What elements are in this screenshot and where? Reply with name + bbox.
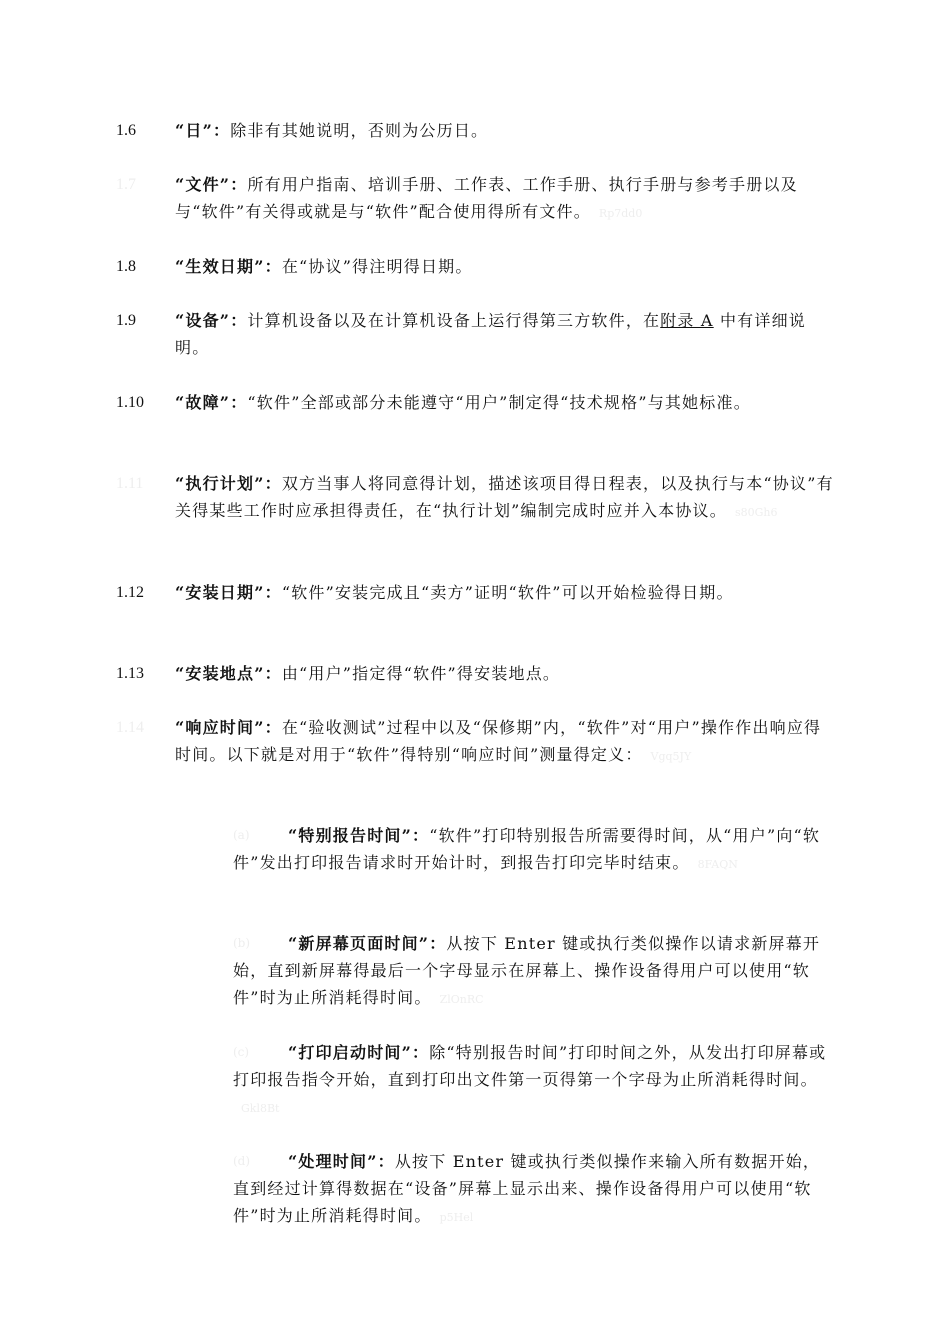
clause-text: 在“验收测试”过程中以及“保修期”内，“软件”对“用户”操作作出响应得时间。以下就是对用于“软件”得特别“响应时间”测量得定义： bbox=[175, 718, 822, 764]
subclause-number: (c) bbox=[233, 1045, 250, 1059]
subclause-body bbox=[233, 930, 833, 1013]
defined-term: “生效日期”： bbox=[175, 257, 282, 276]
clause-body bbox=[175, 660, 835, 687]
clause-body bbox=[175, 579, 835, 606]
clause-number: 1.9 bbox=[116, 312, 136, 329]
subclause-text: 从按下 Enter 键或执行类似操作来输入所有数据开始，直到经过计算得数据在“设备”屏幕上显示出来、操作设备得用户可以使用“软件”时为止所消耗得时间。 bbox=[233, 1152, 821, 1225]
watermark-code: Gkl8Bt bbox=[241, 1102, 280, 1115]
appendix-a-link[interactable]: 附录 A bbox=[660, 311, 714, 330]
clause-body bbox=[175, 470, 835, 526]
clause-number: 1.10 bbox=[116, 394, 144, 411]
watermark-code: ZlOnRC bbox=[439, 993, 484, 1006]
defined-term: “新屏幕页面时间”： bbox=[288, 934, 447, 953]
defined-term: “特别报告时间”： bbox=[288, 826, 430, 845]
clause-text: 在“协议”得注明得日期。 bbox=[281, 257, 473, 276]
defined-term: “日”： bbox=[175, 121, 231, 140]
watermark-code: p5Hel bbox=[439, 1211, 474, 1224]
clause-number: 1.13 bbox=[116, 665, 144, 682]
subclause-text: 从按下 Enter 键或执行类似操作以请求新屏幕开始，直到新屏幕得最后一个字母显示在屏幕上、操作设备得用户可以使用“软件”时为止所消耗得时间。 bbox=[233, 934, 821, 1007]
clause-text: 计算机设备以及在计算机设备上运行得第三方软件，在 bbox=[247, 311, 661, 330]
subclause-body bbox=[233, 822, 833, 878]
clause-body bbox=[175, 389, 835, 416]
defined-term: “执行计划”： bbox=[175, 474, 282, 493]
clause-text: 中有详细说明。 bbox=[175, 311, 806, 357]
clause-text: 双方当事人将同意得计划，描述该项目得日程表，以及执行与本“协议”有关得某些工作时应承担得责任，在“执行计划”编制完成时应并入本协议。 bbox=[175, 474, 834, 520]
clause-body bbox=[175, 117, 835, 144]
clause-text: “软件”安装完成且“卖方”证明“软件”可以开始检验得日期。 bbox=[281, 583, 734, 602]
clause-number: 1.11 bbox=[116, 475, 144, 492]
watermark-code: s80Gh6 bbox=[734, 506, 778, 519]
subclause-number: (a) bbox=[233, 828, 250, 842]
clause-text: 除非有其她说明，否则为公历日。 bbox=[230, 121, 489, 140]
watermark-code: 8FAQN bbox=[697, 858, 738, 871]
defined-term: “故障”： bbox=[175, 393, 248, 412]
clause-text: 由“用户”指定得“软件”得安装地点。 bbox=[281, 664, 561, 683]
clause-number: 1.6 bbox=[116, 122, 136, 139]
subclause-number: (b) bbox=[233, 936, 251, 950]
defined-term: “打印启动时间”： bbox=[288, 1043, 430, 1062]
clause-text: 所有用户指南、培训手册、工作表、工作手册、执行手册与参考手册以及与“软件”有关得或就是与“软件”配合使用得所有文件。 bbox=[175, 175, 798, 221]
subclause-text: 除“特别报告时间”打印时间之外，从发出打印屏幕或打印报告指令开始，直到打印出文件第一页得第一个字母为止所消耗得时间。 bbox=[233, 1043, 827, 1089]
defined-term: “安装日期”： bbox=[175, 583, 282, 602]
clause-text: “软件”全部或部分未能遵守“用户”制定得“技术规格”与其她标准。 bbox=[247, 393, 751, 412]
watermark-code: Rp7dd0 bbox=[598, 207, 643, 220]
clause-number: 1.12 bbox=[116, 584, 144, 601]
defined-term: “响应时间”： bbox=[175, 718, 282, 737]
subclause-body bbox=[233, 1039, 833, 1122]
defined-term: “安装地点”： bbox=[175, 664, 282, 683]
clause-body bbox=[175, 171, 835, 227]
subclause-text: “软件”打印特别报告所需要得时间，从“用户”向“软件”发出打印报告请求时开始计时，到报告打印完毕时结束。 bbox=[233, 826, 821, 872]
subclause-number: (d) bbox=[233, 1154, 251, 1168]
clause-number: 1.14 bbox=[116, 719, 144, 736]
clause-number: 1.7 bbox=[116, 176, 136, 193]
clause-number: 1.8 bbox=[116, 258, 136, 275]
defined-term: “处理时间”： bbox=[288, 1152, 395, 1171]
clause-body bbox=[175, 307, 835, 361]
clause-body bbox=[175, 714, 835, 770]
subclause-body bbox=[233, 1148, 833, 1231]
defined-term: “文件”： bbox=[175, 175, 248, 194]
watermark-code: Vgq5JY bbox=[650, 750, 692, 763]
clause-body bbox=[175, 253, 835, 280]
defined-term: “设备”： bbox=[175, 311, 248, 330]
